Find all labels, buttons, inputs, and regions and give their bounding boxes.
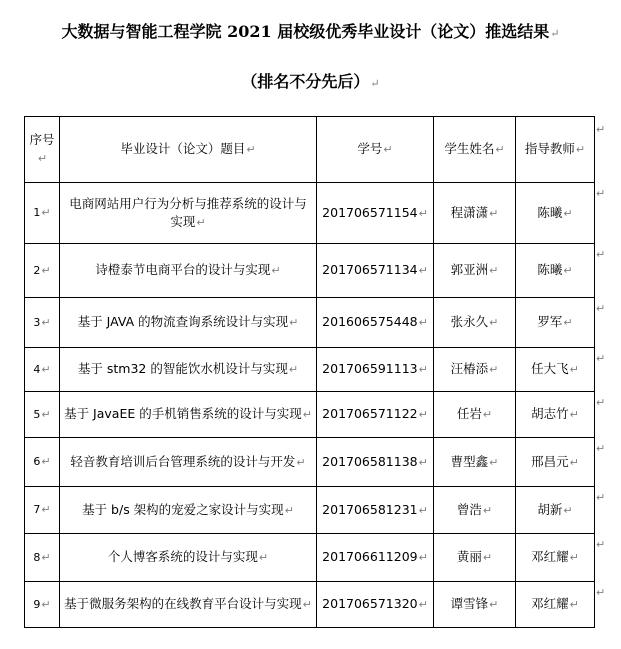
- paragraph-mark-icon: ↵: [41, 407, 51, 421]
- cell-text: 张永久: [450, 314, 489, 329]
- cell-title: [60, 487, 317, 534]
- cell-text: 郭亚洲: [450, 262, 489, 277]
- cell-no: [25, 582, 60, 628]
- row-end-mark-icon: ↵: [596, 352, 606, 365]
- cell-student-name: [434, 244, 516, 298]
- paragraph-mark-icon: ↵: [418, 264, 428, 277]
- paragraph-mark-icon: ↵: [41, 550, 51, 564]
- column-header-no: [25, 117, 60, 183]
- paragraph-mark-icon: ↵: [418, 455, 428, 469]
- cell-advisor: [516, 487, 595, 534]
- paragraph-mark-icon: ↵: [489, 363, 499, 376]
- cell-text: 邓红耀: [531, 549, 569, 564]
- cell-text: 8: [33, 550, 41, 564]
- paragraph-mark-icon: ↵: [37, 152, 48, 165]
- cell-student-id: [317, 183, 434, 244]
- paragraph-mark-icon: ↵: [41, 455, 51, 468]
- cell-text: 201706571154: [322, 204, 418, 220]
- cell-text: 胡志竹: [531, 406, 569, 421]
- paragraph-mark-icon: ↵: [418, 316, 428, 329]
- paragraph-mark-icon: ↵: [41, 362, 51, 376]
- cell-text: 曹型鑫: [450, 453, 489, 469]
- cell-student-name: [434, 582, 516, 628]
- table-row: [25, 582, 595, 628]
- cell-title: [60, 298, 317, 348]
- row-end-mark-icon: ↵: [596, 123, 606, 136]
- table-header-row: [25, 117, 595, 183]
- cell-advisor: [516, 298, 595, 348]
- paragraph-mark-icon: ↵: [41, 503, 51, 516]
- paragraph-mark-icon: ↵: [418, 408, 428, 421]
- cell-no: [25, 244, 60, 298]
- table-row: [25, 487, 595, 534]
- document-title: [0, 20, 621, 46]
- cell-title: [60, 582, 317, 628]
- paragraph-mark-icon: ↵: [482, 551, 493, 564]
- table-row: [25, 348, 595, 392]
- cell-student-id: [317, 392, 434, 438]
- cell-text: 201706581231: [322, 501, 418, 517]
- paragraph-mark-icon: ↵: [563, 206, 573, 220]
- cell-advisor: [516, 348, 595, 392]
- row-end-mark-icon: ↵: [596, 248, 606, 261]
- cell-text: 基于 JAVA 的物流查询系统设计与实现: [77, 314, 289, 329]
- cell-text: 201706611209: [322, 549, 418, 564]
- cell-advisor: [516, 582, 595, 628]
- paragraph-mark-icon: ↵: [489, 598, 499, 611]
- cell-text: 5: [33, 407, 41, 421]
- cell-text: 轻音教育培训后台管理系统的设计与开发: [70, 453, 296, 469]
- paragraph-mark-icon: ↵: [41, 206, 51, 219]
- row-end-mark-icon: ↵: [596, 442, 606, 455]
- paragraph-mark-icon: ↵: [563, 316, 573, 329]
- cell-no: [25, 392, 60, 438]
- paragraph-mark-icon: ↵: [569, 551, 579, 564]
- paragraph-mark-icon: ↵: [418, 551, 428, 564]
- paragraph-mark-icon: ↵: [489, 206, 499, 220]
- paragraph-mark-icon: ↵: [575, 143, 586, 156]
- cell-text: 曾浩: [456, 501, 482, 517]
- cell-text: 201606575448: [322, 314, 418, 329]
- paragraph-mark-icon: ↵: [489, 264, 499, 277]
- cell-text: 基于 b/s 架构的宠爱之家设计与实现: [82, 501, 284, 517]
- cell-no: [25, 348, 60, 392]
- paragraph-mark-icon: ↵: [246, 143, 256, 156]
- cell-student-id: [317, 487, 434, 534]
- cell-text: 7: [33, 503, 41, 516]
- paragraph-mark-icon: ↵: [569, 408, 579, 421]
- cell-text: 指导教师: [524, 141, 575, 156]
- cell-text: 6: [33, 455, 41, 468]
- table-row: [25, 244, 595, 298]
- cell-student-id: [317, 534, 434, 582]
- subtitle-text: （排名不分先后）: [241, 72, 370, 91]
- cell-title: [60, 392, 317, 438]
- cell-student-id: [317, 582, 434, 628]
- cell-text: 任大飞: [531, 361, 569, 376]
- paragraph-mark-icon: ↵: [550, 27, 560, 40]
- cell-no: [25, 487, 60, 534]
- cell-title: [60, 534, 317, 582]
- paragraph-mark-icon: ↵: [196, 215, 206, 229]
- table-row: [25, 534, 595, 582]
- cell-student-name: [434, 392, 516, 438]
- column-header-student-id: [317, 117, 434, 183]
- cell-no: [25, 183, 60, 244]
- cell-student-id: [317, 298, 434, 348]
- document-subtitle: [0, 70, 621, 96]
- cell-text: 任岩: [456, 406, 482, 421]
- cell-student-id: [317, 438, 434, 487]
- paragraph-mark-icon: ↵: [284, 503, 294, 517]
- results-table: [24, 116, 595, 628]
- paragraph-mark-icon: ↵: [418, 598, 428, 611]
- paragraph-mark-icon: ↵: [563, 503, 573, 517]
- cell-text: 毕业设计（论文）题目: [120, 141, 246, 156]
- cell-title: [60, 183, 317, 244]
- cell-text: 4: [33, 362, 41, 376]
- cell-text: 2: [33, 263, 41, 277]
- cell-advisor: [516, 438, 595, 487]
- cell-text: 3: [33, 315, 41, 329]
- cell-student-name: [434, 438, 516, 487]
- paragraph-mark-icon: ↵: [383, 143, 393, 156]
- table-row: [25, 183, 595, 244]
- cell-text: 邓红耀: [531, 596, 569, 611]
- paragraph-mark-icon: ↵: [288, 363, 299, 376]
- row-end-mark-icon: ↵: [596, 396, 606, 409]
- paragraph-mark-icon: ↵: [271, 264, 281, 277]
- cell-text: 9: [33, 597, 41, 611]
- column-header-advisor: [516, 117, 595, 183]
- cell-no: [25, 438, 60, 487]
- cell-text: 邢昌元: [531, 453, 569, 469]
- table-row: [25, 438, 595, 487]
- paragraph-mark-icon: ↵: [569, 598, 579, 611]
- paragraph-mark-icon: ↵: [418, 503, 428, 517]
- cell-text: 陈曦: [537, 262, 563, 277]
- cell-text: 黄丽: [456, 549, 482, 564]
- cell-text: 201706571320: [322, 596, 418, 611]
- cell-title: [60, 438, 317, 487]
- paragraph-mark-icon: ↵: [569, 455, 579, 469]
- column-header-student-name: [434, 117, 516, 183]
- cell-text: 序号: [29, 132, 55, 147]
- paragraph-mark-icon: ↵: [41, 315, 51, 329]
- paragraph-mark-icon: ↵: [482, 408, 493, 421]
- cell-text: 201706591113: [322, 361, 418, 376]
- paragraph-mark-icon: ↵: [258, 551, 269, 564]
- paragraph-mark-icon: ↵: [563, 264, 573, 277]
- cell-student-id: [317, 348, 434, 392]
- cell-text: 1: [33, 206, 41, 219]
- cell-text: 个人博客系统的设计与实现: [107, 549, 258, 564]
- paragraph-mark-icon: ↵: [296, 455, 306, 469]
- cell-text: 罗军: [537, 314, 563, 329]
- paragraph-mark-icon: ↵: [41, 597, 51, 611]
- cell-text: 201706571134: [322, 262, 418, 277]
- cell-student-name: [434, 534, 516, 582]
- cell-advisor: [516, 392, 595, 438]
- cell-student-id: [317, 244, 434, 298]
- row-end-mark-icon: ↵: [596, 302, 606, 315]
- row-end-mark-icon: ↵: [596, 491, 606, 504]
- paragraph-mark-icon: ↵: [302, 598, 312, 611]
- row-end-mark-icon: ↵: [596, 187, 606, 200]
- cell-title: [60, 244, 317, 298]
- cell-student-name: [434, 298, 516, 348]
- cell-no: [25, 534, 60, 582]
- cell-advisor: [516, 183, 595, 244]
- paragraph-mark-icon: ↵: [41, 263, 51, 277]
- cell-text: 电商网站用户行为分析与推荐系统的设计与实现: [69, 195, 307, 229]
- cell-text: 诗橙泰节电商平台的设计与实现: [95, 262, 271, 277]
- cell-student-name: [434, 183, 516, 244]
- row-end-mark-icon: ↵: [596, 538, 606, 551]
- paragraph-mark-icon: ↵: [418, 363, 428, 376]
- paragraph-mark-icon: ↵: [495, 143, 505, 156]
- cell-text: 谭雪锋: [450, 596, 489, 611]
- cell-text: 程潇潇: [450, 204, 489, 220]
- cell-no: [25, 298, 60, 348]
- cell-text: 学生姓名: [444, 141, 495, 156]
- column-header-title: [60, 117, 317, 183]
- cell-text: 201706581138: [322, 453, 418, 469]
- cell-advisor: [516, 534, 595, 582]
- paragraph-mark-icon: ↵: [482, 503, 493, 517]
- table-row: [25, 298, 595, 348]
- cell-text: 基于 JavaEE 的手机销售系统的设计与实现: [64, 406, 302, 421]
- cell-text: 胡新: [537, 501, 563, 517]
- cell-advisor: [516, 244, 595, 298]
- cell-text: 陈曦: [537, 204, 563, 220]
- cell-text: 201706571122: [322, 406, 418, 421]
- paragraph-mark-icon: ↵: [289, 316, 299, 329]
- cell-student-name: [434, 348, 516, 392]
- cell-student-name: [434, 487, 516, 534]
- cell-text: 学号: [357, 141, 383, 156]
- row-end-mark-icon: ↵: [596, 586, 606, 599]
- paragraph-mark-icon: ↵: [489, 316, 499, 329]
- paragraph-mark-icon: ↵: [569, 363, 579, 376]
- table-row: [25, 392, 595, 438]
- paragraph-mark-icon: ↵: [370, 77, 380, 90]
- cell-title: [60, 348, 317, 392]
- cell-text: 汪椿添: [450, 361, 489, 376]
- paragraph-mark-icon: ↵: [489, 455, 499, 469]
- paragraph-mark-icon: ↵: [302, 408, 312, 421]
- cell-text: 基于 stm32 的智能饮水机设计与实现: [77, 361, 288, 376]
- title-text: 大数据与智能工程学院 2021 届校级优秀毕业设计（论文）推选结果: [61, 22, 550, 41]
- paragraph-mark-icon: ↵: [418, 206, 428, 220]
- cell-text: 基于微服务架构的在线教育平台设计与实现: [64, 596, 302, 611]
